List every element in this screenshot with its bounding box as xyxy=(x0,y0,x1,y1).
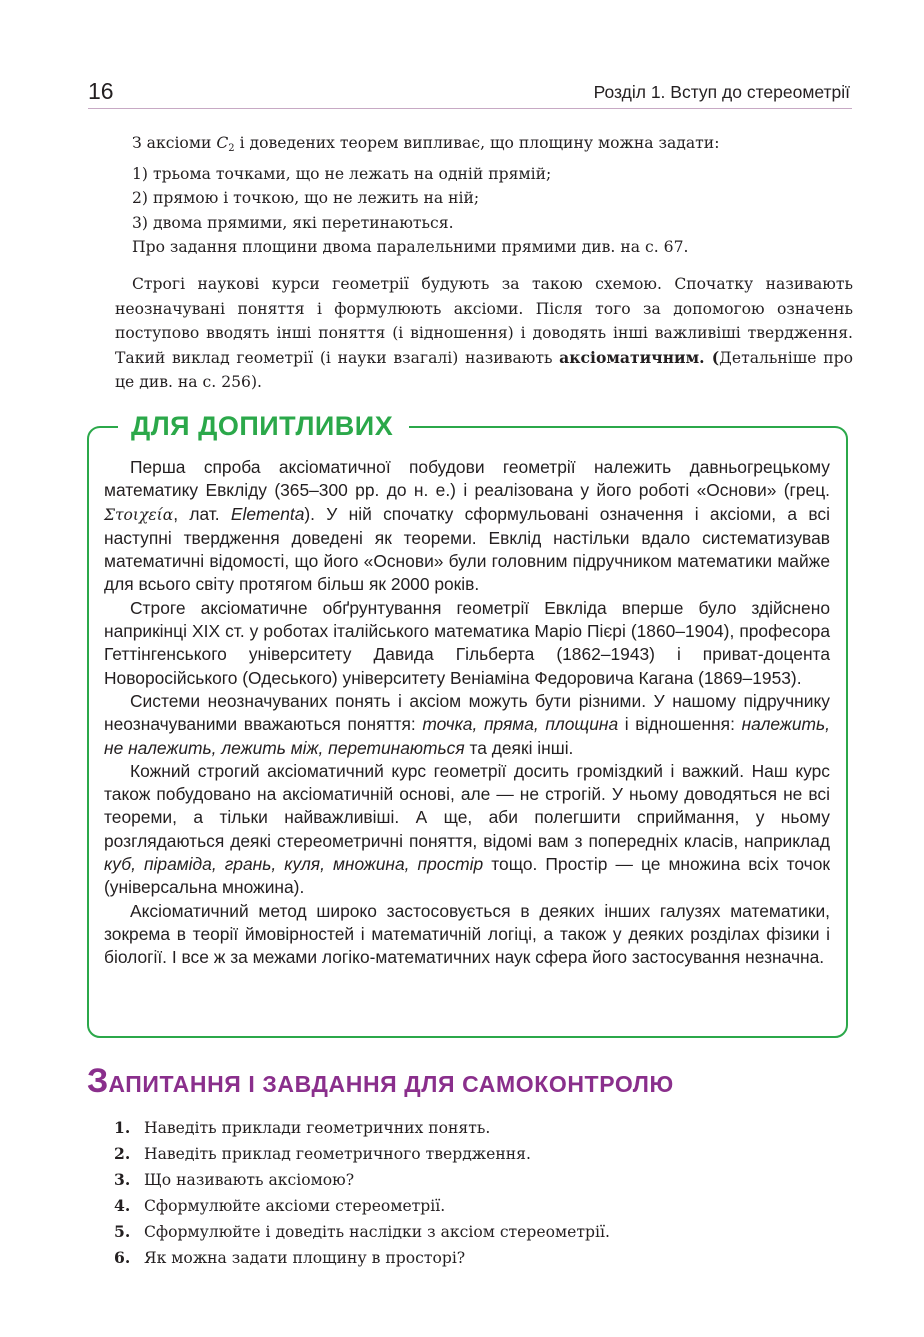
question-number: 3. xyxy=(114,1170,131,1189)
question-item xyxy=(114,1193,854,1219)
question-item xyxy=(114,1141,854,1167)
list-item: 2) прямою і точкою, що не лежить на ній; xyxy=(132,189,480,207)
axiom-subscript: 2 xyxy=(228,143,235,154)
intro-line: З аксіоми $C_2$ і доведених теорем випливає, що площину можна задати: xyxy=(132,134,720,154)
page-number: 16 xyxy=(88,78,114,104)
heading-initial: З xyxy=(87,1062,109,1100)
box-paragraph: Аксіоматичний метод широко застосовується в деяких інших галузях математики, зокрема в теорії ймовірностей і математичній логіці, а також у деяких розділах фізики і біології. І все ж за межами логіко-математичних наук сфера його застосування незначна. xyxy=(104,900,830,968)
axiom-symbol: C xyxy=(216,134,229,152)
question-number: 1. xyxy=(114,1118,131,1137)
heading-rest: АПИТАННЯ І ЗАВДАННЯ ДЛЯ САМОКОНТРОЛЮ xyxy=(108,1071,674,1097)
running-head: Розділ 1. Вступ до стереометрії xyxy=(593,82,850,102)
undefined-terms: точка, пряма, площина xyxy=(422,714,619,735)
question-text: Наведіть приклад геометричного твердження. xyxy=(144,1145,531,1163)
question-text: Сформулюйте і доведіть наслідки з аксіом стереометрії. xyxy=(144,1223,610,1241)
question-text: Як можна задати площину в просторі? xyxy=(144,1249,466,1267)
axiomatic-method-paragraph: Строгі наукові курси геометрії будують за такою схемою. Спочатку називають неозначувані поняття і формулюють аксіоми. Після того за допомогою означень поступово вводять інші поняття (і відношення) і доводять інші важливіші твердження. Такий виклад геометрії (і науки взагалі) називають аксіоматичним. (Детальніше про це див. на с. 256). xyxy=(115,275,853,391)
greek-word: Στοιχεία xyxy=(104,505,174,524)
self-check-heading xyxy=(87,1062,674,1101)
list-item: 3) двома прямими, які перетинаються. xyxy=(132,213,454,232)
question-number: 5. xyxy=(114,1222,131,1241)
question-item xyxy=(114,1219,854,1245)
latin-word: Elementa xyxy=(230,503,305,524)
box-paragraph: Перша спроба аксіоматичної побудови геометрії належить давньогрецькому математику Евкліду (365–300 рр. до н. е.) і реалізована у його роботі «Основи» (грец. Στοιχεία, лат. Elementa). У ній спочатку сформульовані означення і аксіоми, а всі наступні твердження доведені як теореми. Евклід настільки вдало систематизував математичні відомості, що його «Основи» були головним підручником математики майже для всього світу протягом більш як 2000 років. xyxy=(104,457,830,595)
bold-term: аксіоматичним. ( xyxy=(559,347,720,367)
question-number: 4. xyxy=(114,1196,131,1215)
header-divider xyxy=(88,108,852,109)
question-text: Що називають аксіомою? xyxy=(144,1171,355,1189)
question-item xyxy=(114,1245,854,1271)
self-check-questions xyxy=(114,1115,854,1271)
curious-box-body xyxy=(104,456,830,970)
question-item xyxy=(114,1167,854,1193)
question-text: Сформулюйте аксіоми стереометрії. xyxy=(144,1197,446,1215)
example-terms: куб, піраміда, грань, куля, множина, простір xyxy=(104,854,484,875)
question-text: Наведіть приклади геометричних понять. xyxy=(144,1119,491,1137)
question-item xyxy=(114,1115,854,1141)
plane-definition-list xyxy=(132,131,854,260)
question-number: 2. xyxy=(114,1144,131,1163)
curious-box-title: ДЛЯ ДОПИТЛИВИХ xyxy=(118,408,409,444)
intro-note: Про задання площини двома паралельними прямими див. на с. 67. xyxy=(132,238,689,256)
page-header xyxy=(88,78,852,110)
box-paragraph: Строге аксіоматичне обґрунтування геометрії Евкліда вперше було здійснено наприкінці XIX ст. у роботах італійського математика Маріо Пієрі (1860–1904), професора Геттінгенського університету Давида Гільберта (1862–1943) і приват-доцента Новоросійського (Одеського) університету Веніаміна Федоровича Кагана (1869–1953). xyxy=(104,597,830,688)
box-paragraph: Системи неозначуваних понять і аксіом можуть бути різними. У нашому підручнику неозначуваними вважаються поняття: точка, пряма, площина і відношення: належить, не належить, лежить між, перетинаються та деякі інші. xyxy=(104,690,830,758)
question-number: 6. xyxy=(114,1248,131,1267)
undefined-relations: належить, не належить, лежить між, перетинаються xyxy=(104,714,830,758)
list-item: 1) трьома точками, що не лежать на одній прямій; xyxy=(132,164,552,183)
box-paragraph: Кожний строгий аксіоматичний курс геометрії досить громіздкий і важкий. Наш курс також побудовано на аксіоматичній основі, але — не строгій. У ньому доводяться не всі теореми, а тільки найважливіші. А ще, аби полегшити сприймання, у ньому розглядаються деякі стереометричні поняття, відомі вам з попередніх класів, наприклад куб, піраміда, грань, куля, множина, простір тощо. Простір — це множина всіх точок (універсальна множина). xyxy=(104,760,830,898)
